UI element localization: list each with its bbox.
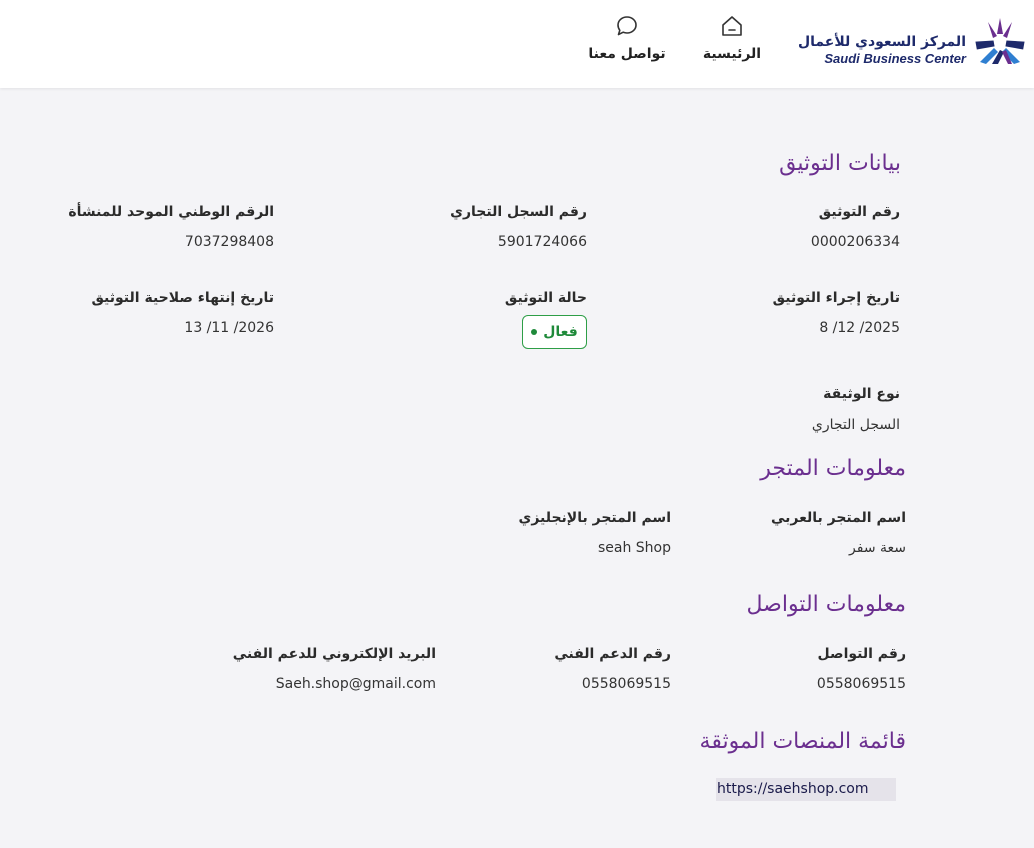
nav-contact-us[interactable] (582, 14, 672, 72)
nav-home[interactable] (687, 14, 777, 72)
home-icon (720, 14, 744, 38)
top-header (0, 0, 1034, 88)
nav-home-label: الرئيسية (702, 46, 762, 62)
verification-date-value: 8 /12 /2025 (819, 320, 900, 336)
store-name-en-label: اسم المتجر بالإنجليزي (518, 510, 671, 526)
sbc-logo-icon (972, 14, 1028, 66)
document-type-label: نوع الوثيقة (823, 386, 900, 402)
status-dot-icon (531, 329, 537, 335)
store-name-ar-value: سعة سفر (849, 540, 906, 556)
support-phone-value: 0558069515 (581, 676, 671, 692)
verified-platform-link[interactable]: https://saehshop.com (716, 778, 896, 801)
commercial-register-value: 5901724066 (497, 234, 587, 250)
unified-number-value: 7037298408 (184, 234, 274, 250)
verification-number-value: 0000206334 (810, 234, 900, 250)
verification-section-title: بيانات التوثيق (779, 151, 901, 176)
support-phone-label: رقم الدعم الفني (554, 646, 671, 662)
store-name-en-value: seah Shop (597, 540, 671, 556)
contact-phone-label: رقم التواصل (817, 646, 906, 662)
document-type-value: السجل التجاري (811, 417, 900, 433)
support-email-label: البريد الإلكتروني للدعم الفني (232, 646, 436, 662)
unified-number-label: الرقم الوطني الموحد للمنشأة (68, 204, 274, 220)
store-name-ar-label: اسم المتجر بالعربي (770, 510, 906, 526)
contact-section-title: معلومات التواصل (746, 592, 906, 617)
logo-text-english: Saudi Business Center (824, 51, 966, 66)
status-badge-text: فعال (543, 324, 578, 340)
saudi-business-center-logo[interactable] (798, 12, 1028, 72)
verification-date-label: تاريخ إجراء التوثيق (772, 290, 900, 306)
platforms-section-title: قائمة المنصات الموثقة (699, 729, 906, 754)
store-section-title: معلومات المتجر (760, 456, 906, 481)
status-badge (522, 315, 587, 349)
support-email-value: Saeh.shop@gmail.com (275, 676, 436, 692)
verification-number-label: رقم التوثيق (818, 204, 900, 220)
chat-bubble-icon (615, 14, 639, 38)
expiry-date-label: تاريخ إنتهاء صلاحية التوثيق (91, 290, 274, 306)
expiry-date-value: 13 /11 /2026 (184, 320, 274, 336)
logo-text-arabic: المركز السعودي للأعمال (798, 34, 966, 50)
verification-status-label: حالة التوثيق (504, 290, 587, 306)
nav-contact-label: تواصل معنا (588, 46, 666, 62)
contact-phone-value: 0558069515 (816, 676, 906, 692)
commercial-register-label: رقم السجل التجاري (450, 204, 587, 220)
